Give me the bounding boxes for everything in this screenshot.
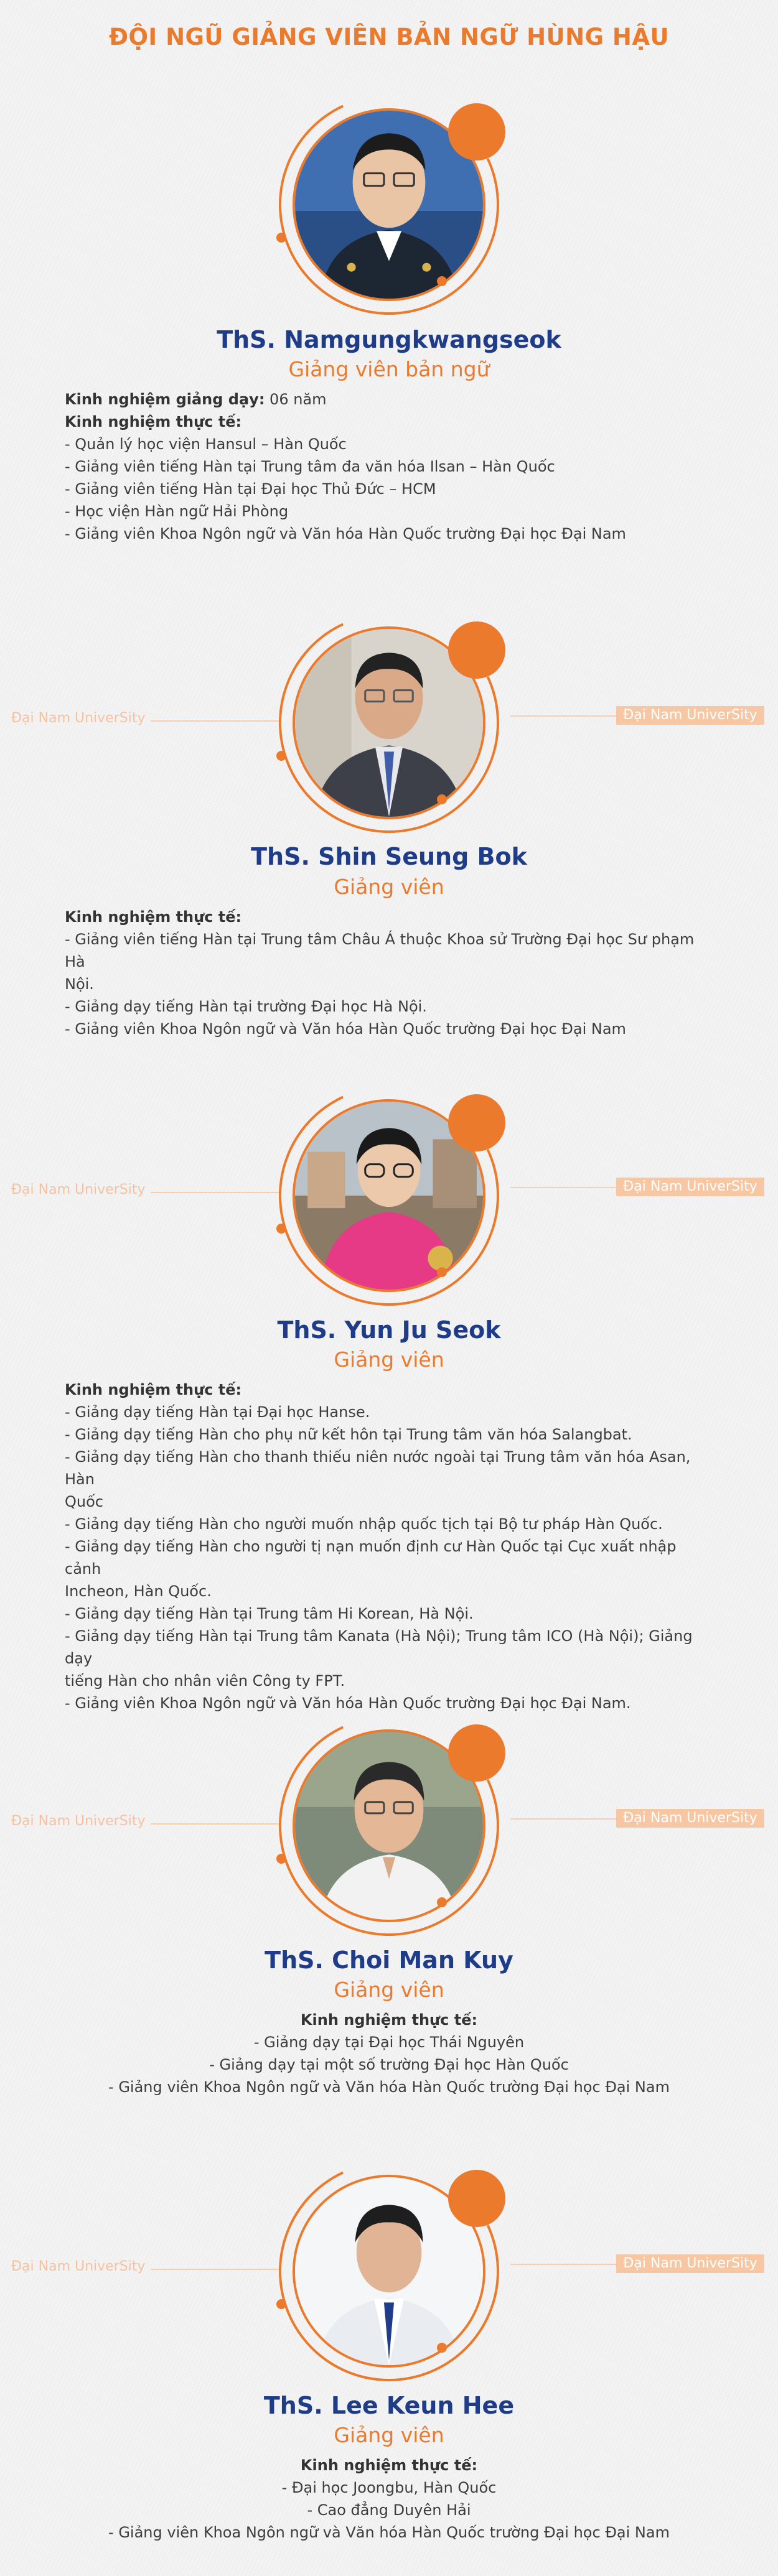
decorative-dot-small (276, 1854, 286, 1864)
experience-item: - Giảng viên Khoa Ngôn ngữ và Văn hóa Hàn Quốc trường Đại học Đại Nam (108, 2524, 670, 2541)
decorative-dot-small (276, 233, 286, 243)
practical-experience-label: Kinh nghiệm thực tế: (65, 413, 242, 430)
decorative-dot-small (437, 1267, 447, 1277)
teaching-experience-value: 06 năm (265, 391, 327, 408)
lecturer-name: ThS. Namgungkwangseok (217, 326, 561, 353)
decorative-dot (448, 621, 505, 679)
experience-item: - Quản lý học viện Hansul – Hàn Quốc (65, 435, 347, 453)
lecturer-portrait (279, 1086, 499, 1306)
experience-item: - Cao đẳng Duyên Hải (307, 2501, 471, 2519)
lecturer-name: ThS. Yun Ju Seok (277, 1316, 501, 1344)
divider-line (510, 715, 616, 717)
experience-item: tiếng Hàn cho nhân viên Công ty FPT. (65, 1672, 345, 1690)
lecturer-portrait (279, 95, 499, 315)
experience-item: - Giảng dạy tại một số trường Đại học Hàn Quốc (209, 2056, 569, 2073)
experience-item: - Đại học Joongbu, Hàn Quốc (281, 2479, 497, 2496)
lecturer-portrait (279, 2161, 499, 2381)
practical-experience-label: Kinh nghiệm thực tế: (65, 908, 242, 926)
lecturer-role: Giảng viên (334, 1978, 444, 2002)
decorative-dot-small (276, 1224, 286, 1234)
experience-item: - Giảng viên Khoa Ngôn ngữ và Văn hóa Hàn Quốc trường Đại học Đại Nam. (65, 1695, 631, 1712)
practical-experience-label: Kinh nghiệm thực tế: (65, 1381, 242, 1398)
page-title: ĐỘI NGŨ GIẢNG VIÊN BẢN NGỮ HÙNG HẬU (108, 24, 670, 50)
divider-line (151, 1823, 280, 1825)
experience-item: Nội. (65, 975, 94, 993)
experience-item: - Giảng viên tiếng Hàn tại Đại học Thủ Đức – HCM (65, 480, 436, 498)
watermark-right: Đại Nam UniverSity (616, 1178, 764, 1196)
experience-item: - Giảng dạy tiếng Hàn tại trường Đại học Hà Nội. (65, 998, 427, 1015)
lecturer-experience (0, 2454, 778, 2544)
lecturer-experience (65, 388, 712, 545)
experience-item: - Giảng viên tiếng Hàn tại Trung tâm Châu Á thuộc Khoa sử Trường Đại học Sư phạm Hà (65, 931, 695, 970)
lecturer-name: ThS. Shin Seung Bok (251, 843, 527, 870)
experience-item: - Học viện Hàn ngữ Hải Phòng (65, 503, 289, 520)
experience-item: Quốc (65, 1493, 103, 1510)
experience-item: - Giảng viên Khoa Ngôn ngữ và Văn hóa Hàn Quốc trường Đại học Đại Nam (108, 2078, 670, 2096)
experience-item: - Giảng viên Khoa Ngôn ngữ và Văn hóa Hàn Quốc trường Đại học Đại Nam (65, 1020, 626, 1038)
decorative-dot-small (437, 1897, 447, 1907)
experience-item: - Giảng dạy tiếng Hàn cho người muốn nhập quốc tịch tại Bộ tư pháp Hàn Quốc. (65, 1515, 663, 1533)
lecturer-name: ThS. Lee Keun Hee (263, 2392, 515, 2419)
decorative-dot (448, 103, 505, 160)
lecturer-role: Giảng viên (334, 1347, 444, 1372)
decorative-dot-small (437, 2343, 447, 2353)
watermark-left: Đại Nam UniverSity (11, 2259, 146, 2274)
experience-item: - Giảng dạy tiếng Hàn tại Trung tâm Kanata (Hà Nội); Trung tâm ICO (Hà Nội); Giảng dạy (65, 1627, 693, 1667)
lecturer-role: Giảng viên (334, 2423, 444, 2447)
divider-line (510, 1818, 616, 1820)
divider-line (151, 1192, 280, 1193)
decorative-dot (448, 1094, 505, 1151)
divider-line (510, 2264, 616, 2265)
experience-item: - Giảng dạy tiếng Hàn tại Đại học Hanse. (65, 1403, 370, 1421)
lecturer-experience (65, 906, 712, 1040)
experience-item: - Giảng viên Khoa Ngôn ngữ và Văn hóa Hàn Quốc trường Đại học Đại Nam (65, 525, 626, 542)
lecturer-portrait (279, 613, 499, 833)
experience-item: - Giảng dạy tại Đại học Thái Nguyên (253, 2034, 525, 2051)
lecturer-role: Giảng viên (334, 875, 444, 899)
decorative-dot-small (437, 794, 447, 804)
watermark-left: Đại Nam UniverSity (11, 1182, 146, 1197)
practical-experience-label: Kinh nghiệm thực tế: (300, 2011, 478, 2029)
watermark-right: Đại Nam UniverSity (616, 706, 764, 725)
lecturer-role: Giảng viên bản ngữ (288, 357, 490, 381)
watermark-left: Đại Nam UniverSity (11, 710, 146, 726)
watermark-left: Đại Nam UniverSity (11, 1813, 146, 1829)
experience-item: - Giảng dạy tiếng Hàn cho người tị nạn muốn định cư Hàn Quốc tại Cục xuất nhập cảnh (65, 1538, 677, 1578)
divider-line (510, 1187, 616, 1188)
lecturer-name: ThS. Choi Man Kuy (265, 1946, 513, 1974)
decorative-dot (448, 2170, 505, 2227)
experience-item: - Giảng dạy tiếng Hàn cho thanh thiếu niên nước ngoài tại Trung tâm văn hóa Asan, Hàn (65, 1448, 691, 1488)
watermark-right: Đại Nam UniverSity (616, 2254, 764, 2273)
experience-item: - Giảng dạy tiếng Hàn tại Trung tâm Hi Korean, Hà Nội. (65, 1605, 474, 1622)
teaching-experience-label: Kinh nghiệm giảng dạy: (65, 391, 265, 408)
divider-line (151, 720, 280, 722)
experience-item: - Giảng dạy tiếng Hàn cho phụ nữ kết hôn tại Trung tâm văn hóa Salangbat. (65, 1426, 632, 1443)
lecturer-portrait (279, 1716, 499, 1936)
practical-experience-label: Kinh nghiệm thực tế: (300, 2457, 478, 2474)
lecturer-experience (65, 1379, 712, 1714)
experience-item: Incheon, Hàn Quốc. (65, 1583, 212, 1600)
divider-line (151, 2269, 280, 2270)
decorative-dot-small (276, 2299, 286, 2309)
decorative-dot-small (276, 751, 286, 761)
decorative-dot-small (437, 276, 447, 286)
experience-item: - Giảng viên tiếng Hàn tại Trung tâm đa văn hóa Ilsan – Hàn Quốc (65, 458, 555, 475)
lecturer-experience (0, 2009, 778, 2098)
watermark-right: Đại Nam UniverSity (616, 1809, 764, 1828)
decorative-dot (448, 1724, 505, 1782)
